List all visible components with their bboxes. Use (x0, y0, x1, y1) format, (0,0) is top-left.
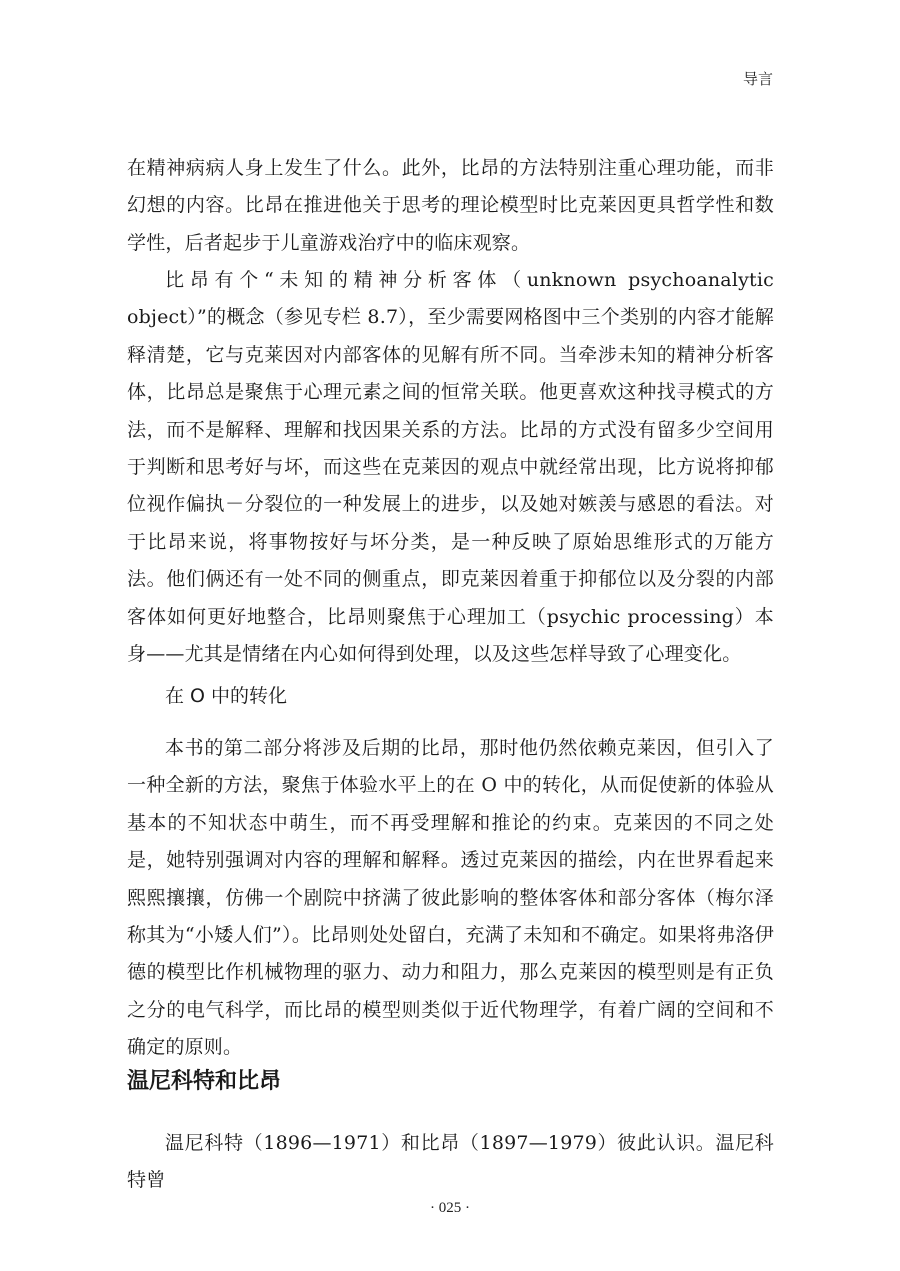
page-number: · 025 · (430, 1200, 470, 1216)
body-paragraph: 比昂有个“未知的精神分析客体（unknown psychoanalytic object）”的概念（参见专栏 8.7），至少需要网格图中三个类别的内容才能解释清楚，它与克莱因对内部客体的见解有所不同。当牵涉未知的精神分析客体，比昂总是聚焦于心理元素之间的恒常关联。他更喜欢这种找寻模式的方法，而不是解释、理解和找因果关系的方法。比昂的方式没有留多少空间用于判断和思考好与坏，而这些在克莱因的观点中就经常出现，比方说将抑郁位视作偏执－分裂位的一种发展上的进步，以及她对嫉羡与感恩的看法。对于比昂来说，将事物按好与坏分类，是一种反映了原始思维形式的万能方法。他们俩还有一处不同的侧重点，即克莱因着重于抑郁位以及分裂的内部客体如何更好地整合，比昂则聚焦于心理加工（psychic processing）本身——尤其是情绪在内心如何得到处理，以及这些怎样导致了心理变化。 (127, 269, 774, 666)
page-body (127, 0, 774, 1271)
running-head: 导言 (742, 70, 773, 88)
body-paragraph: 温尼科特（1896—1971）和比昂（1897—1979）彼此认识。温尼科特曾 (127, 1132, 774, 1192)
section-heading: 温尼科特和比昂 (127, 1069, 282, 1094)
subsection-heading: 在 O 中的转化 (165, 685, 288, 707)
body-paragraph: 本书的第二部分将涉及后期的比昂，那时他仍然依赖克莱因，但引入了一种全新的方法，聚焦于体验水平上的在 O 中的转化，从而促使新的体验从基本的不知状态中萌生，而不再受理解和推论的约束。克莱因的不同之处是，她特别强调对内容的理解和解释。透过克莱因的描绘，内在世界看起来熙熙攘攘，仿佛一个剧院中挤满了彼此影响的整体客体和部分客体（梅尔泽称其为“小矮人们”）。比昂则处处留白，充满了未知和不确定。如果将弗洛伊德的模型比作机械物理的驱力、动力和阻力，那么克莱因的模型则是有正负之分的电气科学，而比昂的模型则类似于近代物理学，有着广阔的空间和不确定的原则。 (127, 737, 774, 1059)
body-paragraph: 在精神病病人身上发生了什么。此外，比昂的方法特别注重心理功能，而非幻想的内容。比昂在推进他关于思考的理论模型时比克莱因更具哲学性和数学性，后者起步于儿童游戏治疗中的临床观察。 (127, 157, 774, 254)
